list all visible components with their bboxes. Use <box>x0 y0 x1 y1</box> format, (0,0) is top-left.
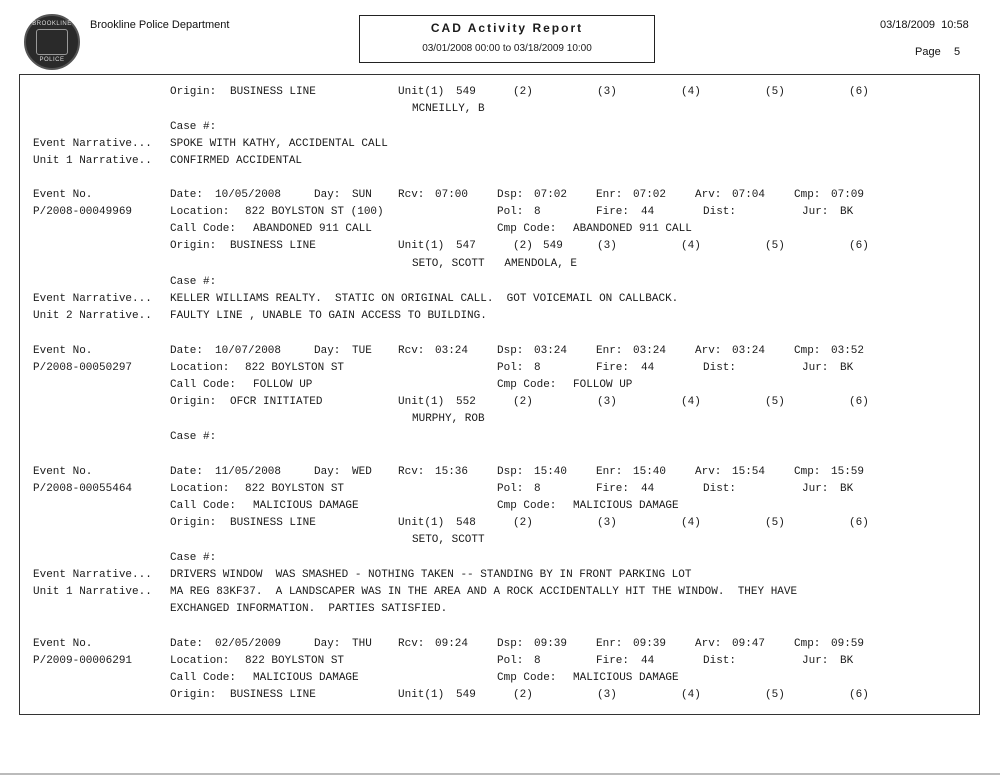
seal-bottom-text: POLICE <box>39 57 65 63</box>
location-label: Location: <box>170 655 230 667</box>
cmp-label: Cmp: <box>794 189 821 201</box>
cmp-code-label: Cmp Code: <box>497 379 557 391</box>
call-code-value: MALICIOUS DAMAGE <box>253 672 359 684</box>
unit2-label: (2) <box>513 689 533 701</box>
pol-value: 8 <box>534 206 541 218</box>
unit1-value: 549 <box>456 689 476 701</box>
unit5-label: (5) <box>765 86 785 98</box>
fire-value: 44 <box>641 206 655 218</box>
event-narrative: DRIVERS WINDOW WAS SMASHED - NOTHING TAKEN -- STANDING BY IN FRONT PARKING LOT <box>170 569 692 581</box>
fire-label: Fire: <box>596 362 630 374</box>
unit6-label: (6) <box>849 517 869 529</box>
day-value: TUE <box>352 345 372 357</box>
unit4-label: (4) <box>681 240 701 252</box>
unit3-label: (3) <box>597 86 617 98</box>
origin-value: OFCR INITIATED <box>230 396 323 408</box>
event-no-label: Event No. <box>33 345 93 357</box>
cmp-code-value: MALICIOUS DAMAGE <box>573 500 679 512</box>
call-code-value: MALICIOUS DAMAGE <box>253 500 359 512</box>
cmp-label: Cmp: <box>794 466 821 478</box>
call-code-label: Call Code: <box>170 500 237 512</box>
fire-value: 44 <box>641 483 655 495</box>
cmp-value: 03:52 <box>831 345 865 357</box>
event-no-label: Event No. <box>33 466 93 478</box>
cmp-code-label: Cmp Code: <box>497 223 557 235</box>
call-code-value: FOLLOW UP <box>253 379 313 391</box>
origin-value: BUSINESS LINE <box>230 86 316 98</box>
arv-label: Arv: <box>695 466 722 478</box>
rcv-label: Rcv: <box>398 345 425 357</box>
dist-label: Dist: <box>703 655 737 667</box>
arv-label: Arv: <box>695 345 722 357</box>
jur-value: BK <box>840 483 854 495</box>
origin-label: Origin: <box>170 517 217 529</box>
unit-narrative: CONFIRMED ACCIDENTAL <box>170 155 303 167</box>
unit2-label: (2) <box>513 517 533 529</box>
dsp-value: 07:02 <box>534 189 568 201</box>
unit2-label: (2) <box>513 240 533 252</box>
unit1-value: 552 <box>456 396 476 408</box>
day-label: Day: <box>314 466 341 478</box>
unit-narrative-label: Unit 1 Narrative.. <box>33 586 152 598</box>
origin-label: Origin: <box>170 689 217 701</box>
unit2-label: (2) <box>513 86 533 98</box>
dist-label: Dist: <box>703 206 737 218</box>
enr-value: 07:02 <box>633 189 667 201</box>
call-code-label: Call Code: <box>170 379 237 391</box>
location-value: 822 BOYLSTON ST <box>245 483 345 495</box>
cmp-value: 07:09 <box>831 189 865 201</box>
date-label: Date: <box>170 189 204 201</box>
date-value: 02/05/2009 <box>215 638 282 650</box>
date-value: 10/05/2008 <box>215 189 282 201</box>
enr-label: Enr: <box>596 345 623 357</box>
date-label: Date: <box>170 466 204 478</box>
event-no-label: Event No. <box>33 189 93 201</box>
day-value: THU <box>352 638 372 650</box>
pol-value: 8 <box>534 655 541 667</box>
cmp-label: Cmp: <box>794 638 821 650</box>
rcv-label: Rcv: <box>398 466 425 478</box>
event-id: P/2008-00049969 <box>33 206 133 218</box>
unit6-label: (6) <box>849 396 869 408</box>
unit3-label: (3) <box>597 689 617 701</box>
fire-value: 44 <box>641 362 655 374</box>
unit3-label: (3) <box>597 517 617 529</box>
dsp-value: 09:39 <box>534 638 568 650</box>
dist-label: Dist: <box>703 483 737 495</box>
origin-label: Origin: <box>170 86 217 98</box>
department-name: Brookline Police Department <box>90 19 230 31</box>
rcv-value: 09:24 <box>435 638 469 650</box>
day-value: SUN <box>352 189 372 201</box>
day-value: WED <box>352 466 372 478</box>
location-value: 822 BOYLSTON ST <box>245 362 345 374</box>
cmp-code-value: MALICIOUS DAMAGE <box>573 672 679 684</box>
dsp-value: 03:24 <box>534 345 568 357</box>
unit1-value: 548 <box>456 517 476 529</box>
case-label: Case #: <box>170 431 217 443</box>
rcv-label: Rcv: <box>398 189 425 201</box>
jur-value: BK <box>840 655 854 667</box>
rcv-value: 03:24 <box>435 345 469 357</box>
cmp-value: 15:59 <box>831 466 865 478</box>
page-number: 5 <box>954 46 961 58</box>
event-narrative-label: Event Narrative... <box>33 138 152 150</box>
call-code-label: Call Code: <box>170 672 237 684</box>
seal-top-text: BROOKLINE <box>32 21 72 27</box>
event-id: P/2008-00050297 <box>33 362 133 374</box>
cmp-code-label: Cmp Code: <box>497 500 557 512</box>
date-value: 10/07/2008 <box>215 345 282 357</box>
dsp-label: Dsp: <box>497 345 524 357</box>
location-label: Location: <box>170 362 230 374</box>
jur-value: BK <box>840 206 854 218</box>
cmp-code-value: FOLLOW UP <box>573 379 633 391</box>
enr-value: 03:24 <box>633 345 667 357</box>
unit4-label: (4) <box>681 86 701 98</box>
unit1-value: 549 <box>456 86 476 98</box>
call-code-value: ABANDONED 911 CALL <box>253 223 372 235</box>
jur-value: BK <box>840 362 854 374</box>
arv-value: 07:04 <box>732 189 766 201</box>
arv-value: 09:47 <box>732 638 766 650</box>
dist-label: Dist: <box>703 362 737 374</box>
page-label: Page <box>915 46 941 58</box>
unit6-label: (6) <box>849 689 869 701</box>
event-no-label: Event No. <box>33 638 93 650</box>
unit1-label: Unit(1) <box>398 240 445 252</box>
enr-label: Enr: <box>596 466 623 478</box>
date-value: 11/05/2008 <box>215 466 282 478</box>
day-label: Day: <box>314 638 341 650</box>
dsp-label: Dsp: <box>497 638 524 650</box>
pol-label: Pol: <box>497 483 524 495</box>
case-label: Case #: <box>170 121 217 133</box>
unit-narrative-continued: EXCHANGED INFORMATION. PARTIES SATISFIED. <box>170 603 448 615</box>
jur-label: Jur: <box>802 655 829 667</box>
unit4-label: (4) <box>681 689 701 701</box>
report-date-range: 03/01/2008 00:00 to 03/18/2009 10:00 <box>422 43 592 54</box>
report-title: CAD Activity Report <box>430 21 584 35</box>
fire-label: Fire: <box>596 655 630 667</box>
location-label: Location: <box>170 483 230 495</box>
origin-value: BUSINESS LINE <box>230 689 316 701</box>
enr-label: Enr: <box>596 189 623 201</box>
unit-narrative: FAULTY LINE , UNABLE TO GAIN ACCESS TO BUILDING. <box>170 310 487 322</box>
cmp-label: Cmp: <box>794 345 821 357</box>
dsp-label: Dsp: <box>497 189 524 201</box>
unit-narrative-label: Unit 2 Narrative.. <box>33 310 152 322</box>
seal-emblem <box>36 29 68 55</box>
rcv-value: 15:36 <box>435 466 469 478</box>
report-title-box <box>359 15 655 63</box>
page-edge-divider <box>0 773 1000 775</box>
officers: SETO, SCOTT <box>412 534 485 546</box>
unit3-label: (3) <box>597 396 617 408</box>
report-body-frame <box>19 74 980 715</box>
unit5-label: (5) <box>765 517 785 529</box>
unit4-label: (4) <box>681 517 701 529</box>
date-label: Date: <box>170 638 204 650</box>
cmp-code-label: Cmp Code: <box>497 672 557 684</box>
origin-label: Origin: <box>170 240 217 252</box>
arv-value: 15:54 <box>732 466 766 478</box>
event-narrative-label: Event Narrative... <box>33 293 152 305</box>
enr-label: Enr: <box>596 638 623 650</box>
unit-narrative-label: Unit 1 Narrative.. <box>33 155 152 167</box>
pol-value: 8 <box>534 483 541 495</box>
unit6-label: (6) <box>849 240 869 252</box>
arv-label: Arv: <box>695 638 722 650</box>
unit1-label: Unit(1) <box>398 517 445 529</box>
arv-label: Arv: <box>695 189 722 201</box>
unit5-label: (5) <box>765 240 785 252</box>
unit4-label: (4) <box>681 396 701 408</box>
origin-value: BUSINESS LINE <box>230 240 316 252</box>
event-id: P/2009-00006291 <box>33 655 133 667</box>
jur-label: Jur: <box>802 483 829 495</box>
unit5-label: (5) <box>765 689 785 701</box>
call-code-label: Call Code: <box>170 223 237 235</box>
pol-value: 8 <box>534 362 541 374</box>
fire-label: Fire: <box>596 483 630 495</box>
unit1-label: Unit(1) <box>398 86 445 98</box>
officers: SETO, SCOTT AMENDOLA, E <box>412 258 578 270</box>
event-narrative: SPOKE WITH KATHY, ACCIDENTAL CALL <box>170 138 388 150</box>
pol-label: Pol: <box>497 206 524 218</box>
dsp-label: Dsp: <box>497 466 524 478</box>
origin-label: Origin: <box>170 396 217 408</box>
unit1-label: Unit(1) <box>398 396 445 408</box>
unit2-value: 549 <box>543 240 563 252</box>
unit3-label: (3) <box>597 240 617 252</box>
enr-value: 15:40 <box>633 466 667 478</box>
location-value: 822 BOYLSTON ST <box>245 655 345 667</box>
cmp-value: 09:59 <box>831 638 865 650</box>
unit1-label: Unit(1) <box>398 689 445 701</box>
day-label: Day: <box>314 345 341 357</box>
unit6-label: (6) <box>849 86 869 98</box>
rcv-label: Rcv: <box>398 638 425 650</box>
jur-label: Jur: <box>802 206 829 218</box>
department-seal <box>24 14 80 70</box>
unit1-value: 547 <box>456 240 476 252</box>
event-narrative-label: Event Narrative... <box>33 569 152 581</box>
unit-narrative: MA REG 83KF37. A LANDSCAPER WAS IN THE AREA AND A ROCK ACCIDENTALLY HIT THE WINDOW. THEY HAVE <box>170 586 798 598</box>
rcv-value: 07:00 <box>435 189 469 201</box>
location-value: 822 BOYLSTON ST (100) <box>245 206 384 218</box>
dsp-value: 15:40 <box>534 466 568 478</box>
event-narrative: KELLER WILLIAMS REALTY. STATIC ON ORIGINAL CALL. GOT VOICEMAIL ON CALLBACK. <box>170 293 679 305</box>
date-label: Date: <box>170 345 204 357</box>
origin-value: BUSINESS LINE <box>230 517 316 529</box>
arv-value: 03:24 <box>732 345 766 357</box>
cmp-code-value: ABANDONED 911 CALL <box>573 223 692 235</box>
location-label: Location: <box>170 206 230 218</box>
officers: MCNEILLY, B <box>412 103 485 115</box>
jur-label: Jur: <box>802 362 829 374</box>
unit2-label: (2) <box>513 396 533 408</box>
enr-value: 09:39 <box>633 638 667 650</box>
event-id: P/2008-00055464 <box>33 483 133 495</box>
print-datetime: 03/18/2009 10:58 <box>880 19 969 31</box>
officers: MURPHY, ROB <box>412 413 485 425</box>
pol-label: Pol: <box>497 362 524 374</box>
unit5-label: (5) <box>765 396 785 408</box>
case-label: Case #: <box>170 276 217 288</box>
day-label: Day: <box>314 189 341 201</box>
fire-label: Fire: <box>596 206 630 218</box>
case-label: Case #: <box>170 552 217 564</box>
fire-value: 44 <box>641 655 655 667</box>
pol-label: Pol: <box>497 655 524 667</box>
